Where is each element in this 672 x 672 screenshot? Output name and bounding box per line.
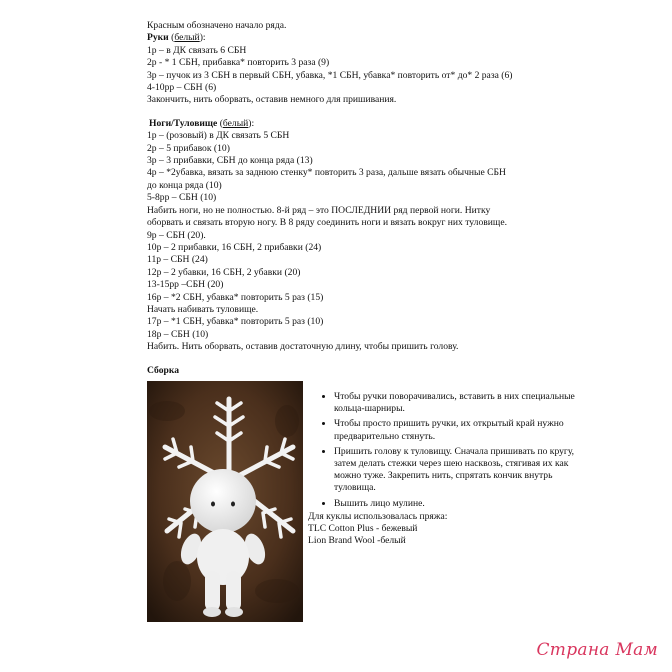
assembly-notes bbox=[308, 391, 578, 547]
doll-photo bbox=[147, 381, 303, 622]
yarn-intro: Для куклы использовалась пряжа: bbox=[308, 510, 448, 522]
legs-row-13-15: 13-15рр –СБН (20) bbox=[147, 279, 224, 291]
legs-row-3: 3р – 3 прибавки, СБН до конца ряда (13) bbox=[147, 155, 313, 167]
legs-heading-color: белый bbox=[222, 117, 249, 129]
legs-row-16: 16р – *2 СБН, убавка* повторить 5 раз (15) bbox=[147, 291, 324, 303]
yarn-line-2: Lion Brand Wool -белый bbox=[308, 535, 406, 547]
legs-note-1: Набить ноги, но не полностью. 8-й ряд – это ПОСЛЕДНИИ ряд первой ноги. Нитку bbox=[147, 204, 491, 216]
arms-finish: Закончить, нить оборвать, оставив немного для пришивания. bbox=[147, 94, 397, 106]
yarn-line-1: TLC Cotton Plus - бежевый bbox=[308, 523, 418, 535]
legs-heading-title: Ноги/Туловище bbox=[149, 117, 218, 129]
legs-stuff-note: Начать набивать туловище. bbox=[147, 303, 259, 315]
legs-row-2: 2р – 5 прибавок (10) bbox=[147, 142, 230, 154]
assembly-heading: Сборка bbox=[147, 364, 180, 376]
legs-row-5-8: 5-8рр – СБН (10) bbox=[147, 192, 217, 204]
assembly-bullet-1: • Чтобы ручки поворачивались, вставить в них специальные кольца-шарниры. bbox=[334, 391, 578, 415]
legs-heading: Ноги/Туловище (белый): bbox=[149, 117, 255, 129]
legs-row-12: 12р – 2 убавки, 16 СБН, 2 убавки (20) bbox=[147, 266, 301, 278]
arms-row-1: 1р – в ДК связать 6 СБН bbox=[147, 44, 247, 56]
arms-row-4: 4-10рр – СБН (6) bbox=[147, 82, 217, 94]
arms-heading: Руки (белый): bbox=[147, 32, 206, 44]
arms-row-3: 3р – пучок из 3 СБН в первый СБН, убавка, *1 СБН, убавка* повторить от* до* 2 раза (6) bbox=[147, 69, 513, 81]
arms-row-2: 2р - * 1 СБН, прибавка* повторить 3 раза (9) bbox=[147, 57, 330, 69]
watermark-logo: Страна Мам bbox=[536, 640, 658, 660]
legs-row-4: 4р – *2убавка, вязать за заднюю стенку* повторить 3 раза, дальше вязать обычные СБН bbox=[147, 167, 506, 179]
legs-finish: Набить. Нить оборвать, оставив достаточную длину, чтобы пришить голову. bbox=[147, 341, 459, 353]
assembly-bullet-list bbox=[308, 391, 578, 510]
legs-row-1: 1р – (розовый) в ДК связать 5 СБН bbox=[147, 130, 290, 142]
arms-heading-color: белый bbox=[174, 32, 200, 44]
legs-row-10: 10р – 2 прибавки, 16 СБН, 2 прибавки (24) bbox=[147, 241, 322, 253]
legs-note-2: оборвать и связать вторую ногу. В 8 ряду соединить ноги и вязать вокруг них туловище. bbox=[147, 217, 507, 229]
legs-row-17: 17р – *1 СБН, убавка* повторить 5 раз (10) bbox=[147, 316, 324, 328]
assembly-bullet-4: • Вышить лицо мулине. bbox=[334, 498, 578, 510]
legs-row-18: 18р – СБН (10) bbox=[147, 328, 209, 340]
legs-row-11: 11р – СБН (24) bbox=[147, 254, 208, 266]
arms-heading-title: Руки bbox=[147, 32, 169, 44]
legs-row-4-cont: до конца ряда (10) bbox=[147, 179, 222, 191]
assembly-bullet-3: • Пришить голову к туловищу. Сначала пришивать по кругу, затем делать стежки через шею насквозь, стягивая их как можно туже. Закрепить нить, спрятать кончик внутрь туловища. bbox=[334, 446, 578, 495]
pattern-document bbox=[147, 20, 587, 377]
intro-text: Красным обозначено начало ряда. bbox=[147, 20, 287, 31]
assembly-bullet-2: • Чтобы просто пришить ручки, их открытый край нужно предварительно стянуть. bbox=[334, 418, 578, 442]
legs-row-9: 9р – СБН (20). bbox=[147, 229, 206, 241]
